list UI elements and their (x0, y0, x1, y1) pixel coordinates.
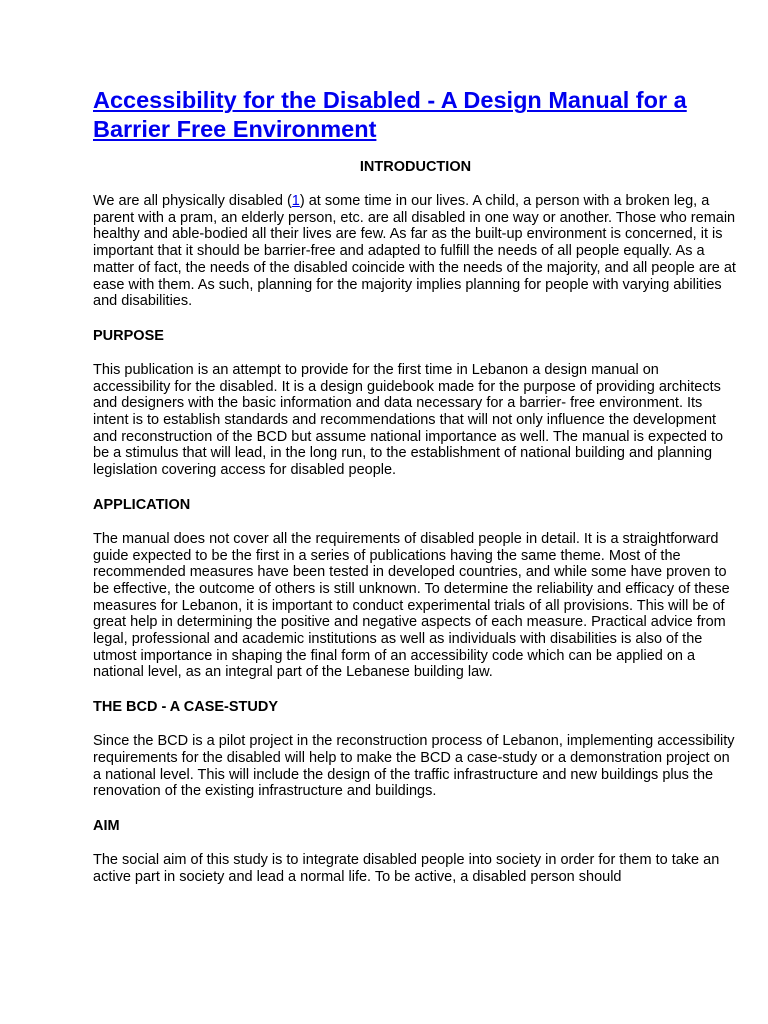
document-title-link[interactable] (93, 86, 738, 144)
spacer (93, 345, 738, 362)
introduction-text-start: We are all physically disabled ( (93, 193, 292, 209)
aim-heading: AIM (93, 817, 120, 834)
title-text: Accessibility for the Disabled - A Design Manual for a Barrier Free Environment (93, 87, 687, 142)
spacer (93, 800, 738, 818)
spacer (93, 716, 738, 733)
spacer (93, 310, 738, 328)
aim-paragraph: The social aim of this study is to integrate disabled people into society in order for them to take an active part in society and lead a normal life. To be active, a disabled person should (93, 851, 720, 885)
introduction-text-end: ) at some time in our lives. A child, a person with a broken leg, a parent with a pram, an elderly person, etc. are all disabled in one way or another. Those who remain healthy and able-bodied all their lives are few. As far as the built-up environment is concerned, it is important that it should be barrier-free and adapted to fulfill the needs of all people equally. As a matter of fact, the needs of the disabled coincide with the needs of the majority, and all people are at ease with them. As such, planning for the majority implies planning for people with varying abilities and disabilities. (93, 193, 736, 310)
spacer (93, 681, 738, 699)
spacer (93, 176, 738, 193)
application-heading: APPLICATION (93, 496, 191, 513)
introduction-paragraph (93, 193, 738, 310)
application-paragraph: The manual does not cover all the requirements of disabled people in detail. It is a straightforward guide expected to be the first in a series of publications having the same theme. Most of the recommended measures have been tested in developed countries, and while some have proven to be effective, the outcome of others is still unknown. To determine the reliability and efficacy of these measures for Lebanon, it is important to conduct experimental trials of all provisions. This will be of great help in determining the positive and negative aspects of each measure. Practical advice from legal, professional and academic institutions as well as individuals with disabilities is also of the utmost importance in shaping the final form of an accessibility code which can be applied on a national level, as an integral part of the Lebanese building law. (93, 530, 730, 681)
spacer (93, 479, 738, 497)
purpose-paragraph: This publication is an attempt to provide for the first time in Lebanon a design manual on accessibility for the disabled. It is a design guidebook made for the purpose of providing architects and designers with the basic information and data necessary for a barrier- free environment. Its intent is to establish standards and recommendations that will not only influence the development and reconstruction of the BCD but assume national importance as well. The manual is expected to be a stimulus that will lead, in the long run, to the establishment of national building and planning legislation covering access for disabled people. (93, 361, 724, 479)
document-page (93, 86, 738, 885)
bcd-case-study-paragraph: Since the BCD is a pilot project in the reconstruction process of Lebanon, implementing accessibility requirements for the disabled will help to make the BCD a case-study or a demonstration project on a national level. This will include the design of the traffic infrastructure and new buildings plus the renovation of the existing infrastructure and buildings. (93, 733, 735, 800)
bcd-case-study-heading: THE BCD - A CASE-STUDY (93, 699, 279, 716)
purpose-heading: PURPOSE (93, 327, 164, 344)
spacer (93, 835, 738, 852)
introduction-heading: INTRODUCTION (359, 159, 472, 175)
spacer (93, 514, 738, 531)
footnote-link[interactable]: 1 (291, 193, 300, 209)
